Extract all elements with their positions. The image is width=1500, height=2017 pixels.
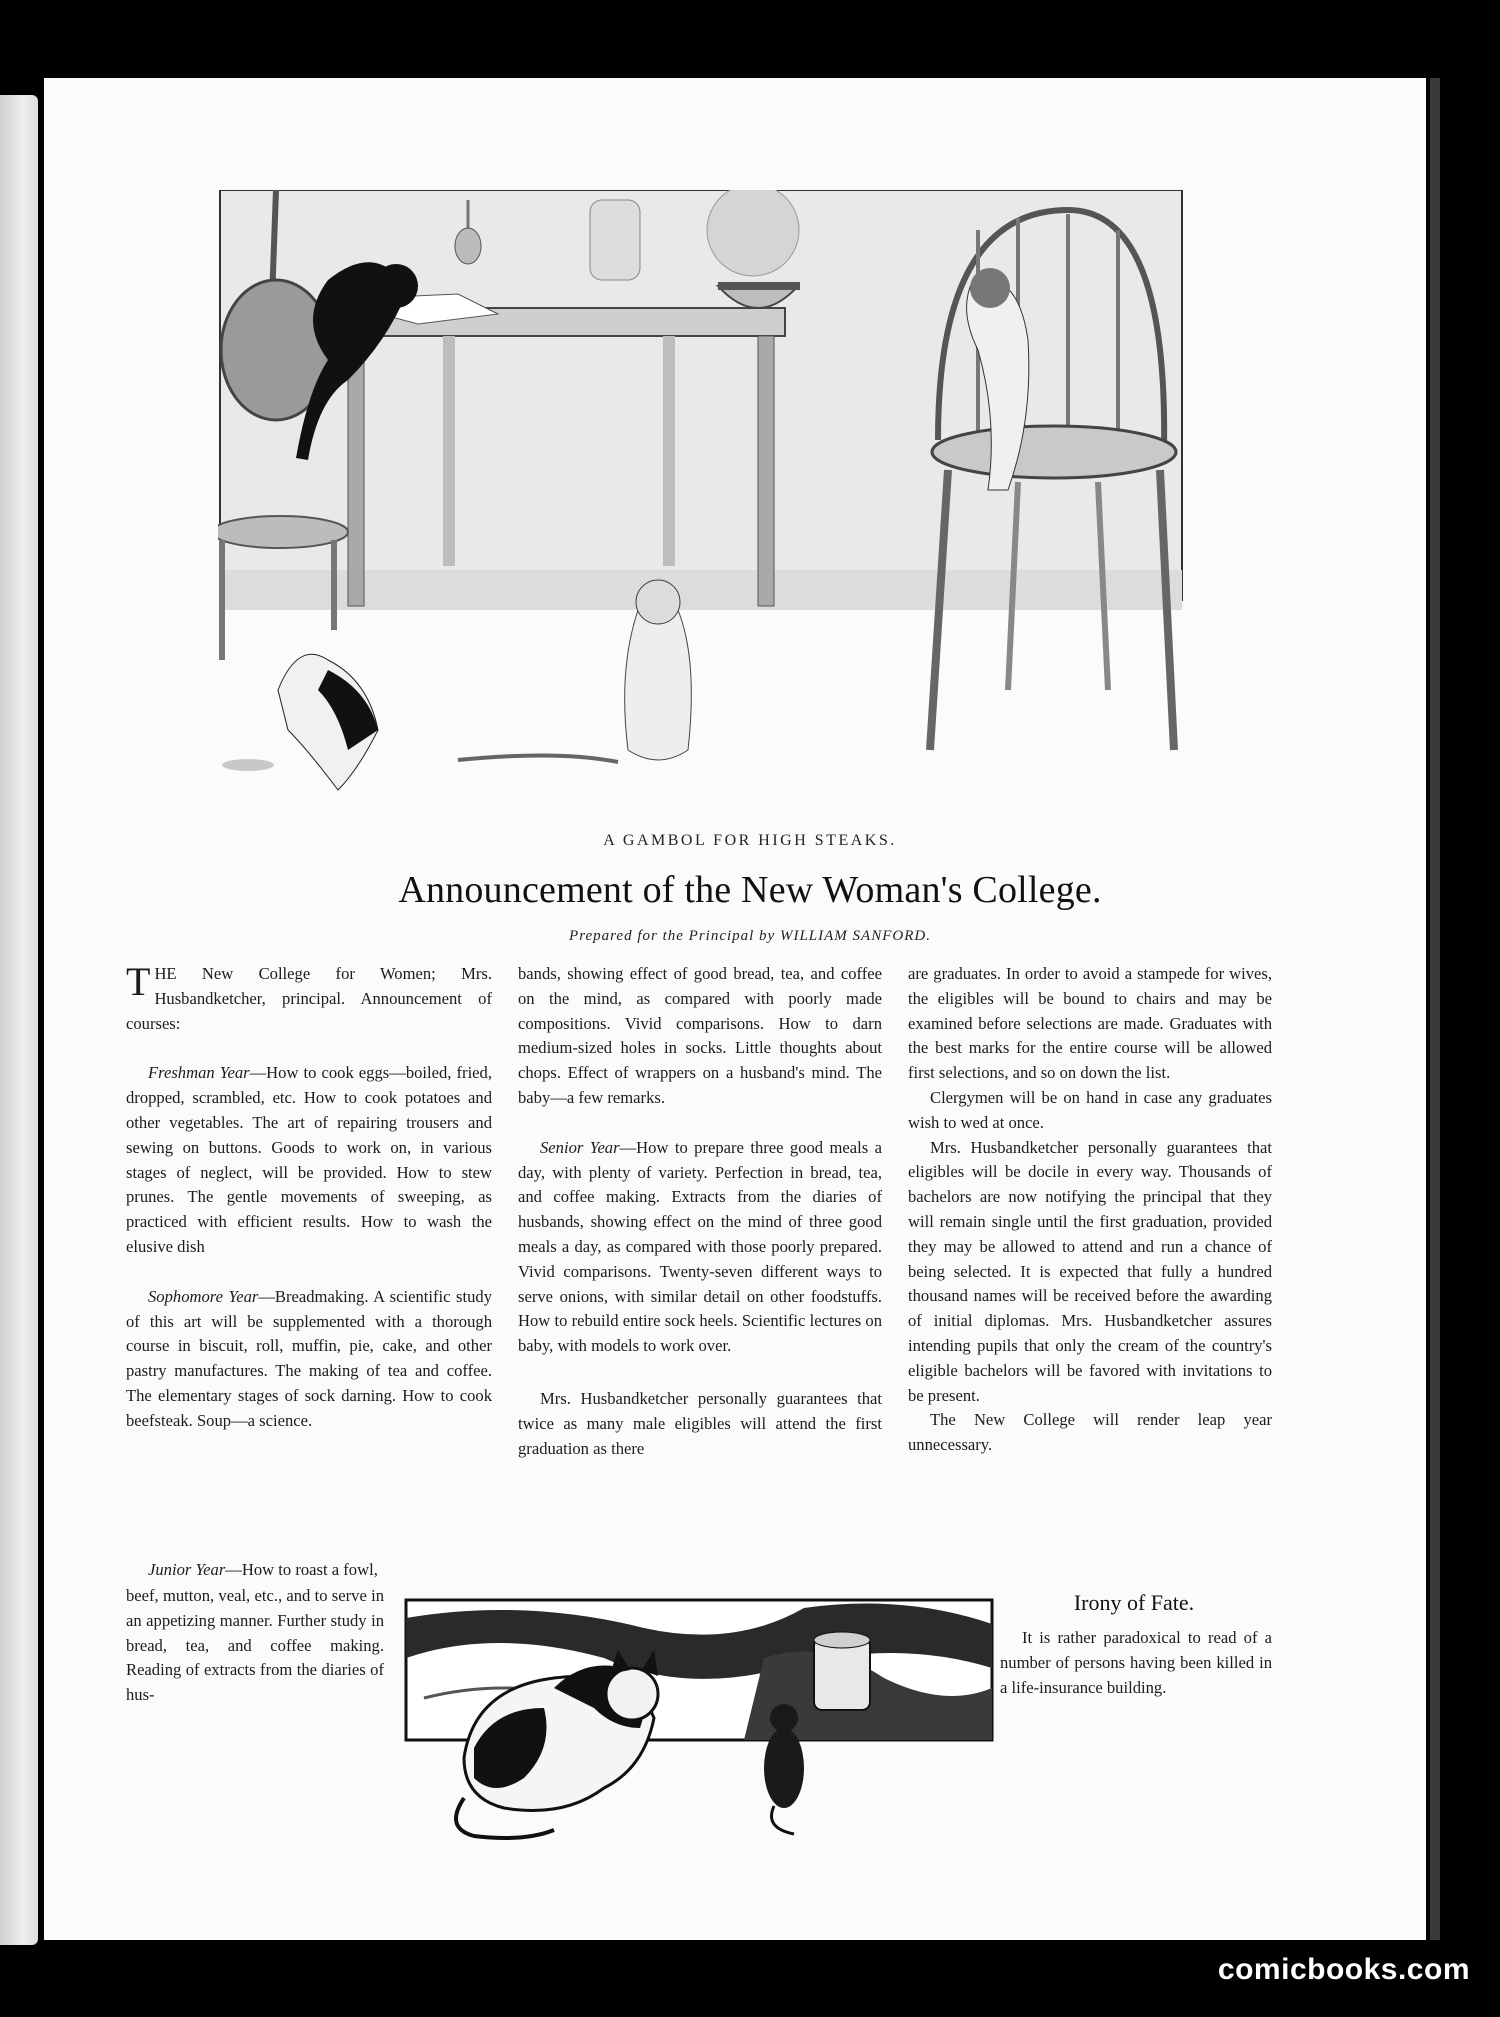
sidebar-text: It is rather paradoxical to read of a number of persons having been killed in a life-insurance building. bbox=[1000, 1628, 1272, 1697]
junior-paragraph-rest bbox=[126, 1584, 384, 1708]
sophomore-text: —Breadmaking. A scientific study of this art will be supplemented with a thorough course in biscuit, roll, muffin, pie, cake, and other pastry manufactures. The making of tea and coffee. The elementary stages of sock darning. How to cook beefsteak. Soup—a science. bbox=[126, 1286, 492, 1430]
facing-page-edge bbox=[0, 95, 38, 1945]
col3-paragraph-1: are graduates. In order to avoid a stampede for wives, the eligibles will be bound to chairs and may be examined before selections are made. Graduates with the best marks for the entire course will be allowed first selections, and so on down the list. bbox=[908, 964, 1272, 1083]
freshman-paragraph bbox=[126, 1061, 492, 1259]
text-column-1 bbox=[126, 959, 492, 1434]
senior-label: Senior Year bbox=[540, 1137, 620, 1157]
page-binding-edge bbox=[1430, 78, 1440, 1940]
figure-caption: A GAMBOL FOR HIGH STEAKS. bbox=[603, 832, 897, 849]
senior-paragraph bbox=[518, 1136, 882, 1359]
freshman-text: —How to cook eggs—boiled, fried, dropped, scrambled, etc. How to cook potatoes and other vegetables. The art of repairing trousers and sewing on buttons. Goods to work on, in various stages of neglect, will be provided. How to stew prunes. The gentle movements of sweeping, as practiced with efficient results. How to wash the elusive dish bbox=[126, 1063, 492, 1256]
text-column-2 bbox=[518, 962, 882, 1461]
intro-paragraph bbox=[126, 959, 492, 1036]
sophomore-label: Sophomore Year bbox=[148, 1286, 259, 1306]
junior-text-a: —How to roast a fowl, bbox=[225, 1560, 378, 1579]
junior-paragraph-start bbox=[126, 1558, 492, 1583]
freshman-label: Freshman Year bbox=[148, 1063, 250, 1083]
article-title: Announcement of the New Woman's College. bbox=[398, 869, 1102, 911]
col3-paragraph-3: Mrs. Husbandketcher personally guarantees that eligibles will be docile in every way. Thousands of bachelors are now notifying the principal that they will remain single until the first graduation, provided they may be allowed to attend and run a chance of being selected. It is expected that fully a hundred thousand names will be received before the awarding of initial diplomas. Mrs. Husbandketcher assures intending pupils that only the cream of the country's eligible bachelors will be favored with invitations to be present. bbox=[908, 1137, 1272, 1405]
article-byline: Prepared for the Principal by WILLIAM SANFORD. bbox=[569, 928, 931, 944]
col2-bottom-paragraph: Mrs. Husbandketcher personally guarantees that twice as many male eligibles will attend the first graduation as there bbox=[518, 1388, 882, 1458]
senior-text: —How to prepare three good meals a day, with plenty of variety. Perfection in bread, tea, and coffee making. Extracts from the diaries of husbands, showing effect on the mind of three good meals a day, as compared with those poorly prepared. Vivid comparisons. Twenty-seven different ways to serve onions, with similar detail on other foodstuffs. How to rebuild entire sock heels. Scientific lectures on baby, with models to work over. bbox=[518, 1137, 883, 1356]
col3-paragraph-4: The New College will render leap year unnecessary. bbox=[908, 1410, 1272, 1455]
site-watermark: comicbooks.com bbox=[1217, 1953, 1470, 1986]
intro-text: HE New College for Women; Mrs. Husbandketcher, principal. Announcement of courses: bbox=[126, 964, 492, 1033]
kittens-kitchen-illustration bbox=[218, 190, 1186, 802]
sophomore-paragraph bbox=[126, 1285, 492, 1434]
drop-cap: T bbox=[126, 959, 151, 1004]
sidebar-heading: Irony of Fate. bbox=[1073, 1590, 1195, 1615]
col3-paragraph-2: Clergymen will be on hand in case any graduates wish to wed at once. bbox=[908, 1087, 1272, 1132]
junior-label: Junior Year bbox=[148, 1560, 226, 1579]
cat-and-mouse-illustration bbox=[404, 1598, 994, 1848]
junior-text-b: beef, mutton, veal, etc., and to serve in an appetizing manner. Further study in bread, tea, and coffee making. Reading of extracts from the diaries of hus- bbox=[126, 1586, 384, 1705]
text-column-3 bbox=[908, 962, 1272, 1458]
col2-top-paragraph: bands, showing effect of good bread, tea, and coffee on the mind, as compared with poorly made compositions. Vivid comparisons. How to darn medium-sized holes in socks. Little thoughts about chops. Effect of wrappers on a husband's mind. The baby—a few remarks. bbox=[518, 964, 882, 1107]
